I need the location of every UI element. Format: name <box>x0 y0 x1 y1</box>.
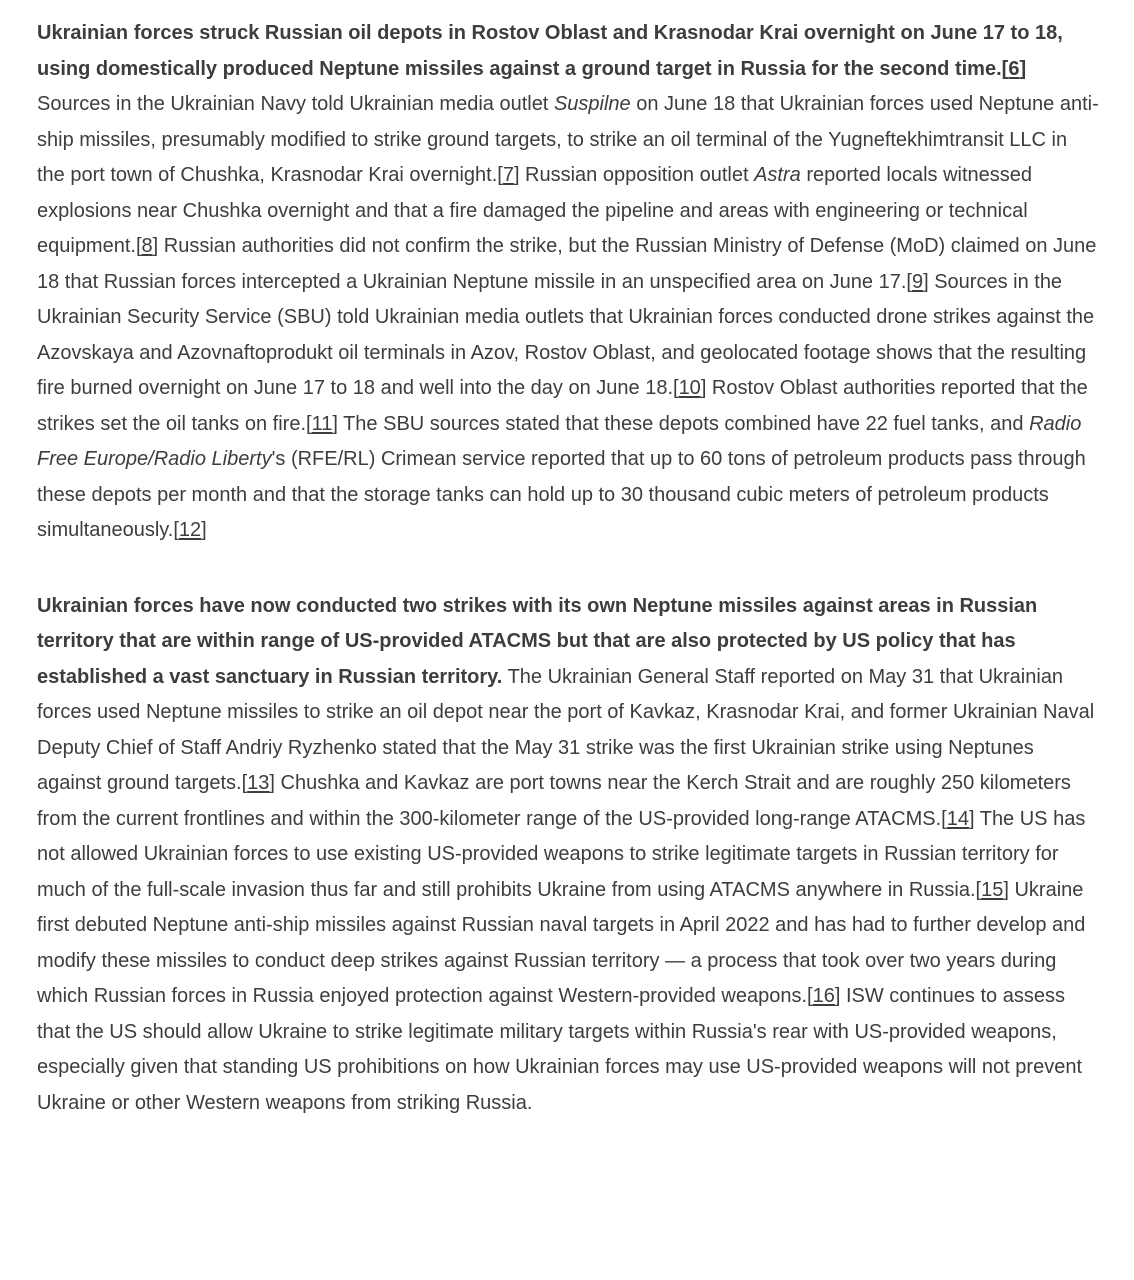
footnote-link[interactable]: 16 <box>812 985 835 1007</box>
footnote-link[interactable]: 14 <box>946 807 969 830</box>
text-run: The Ukrainian General Staff reported on May 31 that Ukrainian forces used Neptune missiles to strike an oil depot near the port of Kavkaz, Krasnodar Krai, and former Ukrainian Naval Deputy Chief of Staff Andriy Ryzhenko stated that the May 31 strike was the first Ukrainian strike using Neptunes against ground targets.[ <box>37 665 1095 794</box>
text-run: Suspilne <box>553 93 631 115</box>
text-run: reported locals witnessed explosions near Chushka overnight and that a fire damaged the pipeline and areas with engineering or technical equipment.[ <box>37 164 1033 257</box>
text-run: ] Chushka and Kavkaz are port towns near the Kerch Strait and are roughly 250 kilometers from the current frontlines and within the 300-kilometer range of the US-provided long-range ATACMS.[ <box>37 772 1071 830</box>
text-run: Radio Free Europe/Radio Liberty <box>37 412 1082 470</box>
text-run: ] ISW continues to assess that the US should allow Ukraine to strike legitimate military targets within Russia's rear with US-provided weapons, especially given that standing US prohibitions on how Ukrainian forces may use US-provided weapons will not prevent Ukraine or other Western weapons from striking Russia. <box>37 985 1082 1114</box>
text-run: Astra <box>754 164 801 186</box>
text-run: 's (RFE/RL) Crimean service reported that up to 60 tons of petroleum products pass through these depots per month and that the storage tanks can hold up to 30 thousand cubic meters of petroleum products simultaneously.[ <box>37 448 1086 541</box>
paragraph <box>37 16 1099 549</box>
text-run: on June 18 that Ukrainian forces used Neptune anti-ship missiles, presumably modified to strike ground targets, to strike an oil terminal of the Yugneftekhimtransit LLC in the port town of Chushka, Krasnodar Krai overnight.[ <box>37 93 1099 186</box>
footnote-link[interactable]: 13 <box>247 772 270 794</box>
text-run: ] Russian authorities did not confirm the strike, but the Russian Ministry of Defense (MoD) claimed on June 18 that Russian forces intercepted a Ukrainian Neptune missile in an unspecified area on June 17.[ <box>37 235 1097 293</box>
footnote-link[interactable]: 7 <box>502 164 514 186</box>
footnote-link[interactable]: 8 <box>141 235 153 257</box>
text-run: ] Ukraine first debuted Neptune anti-ship missiles against Russian naval targets in April 2022 and has had to further develop and modify these missiles to conduct deep strikes against Russian territory — a process that took over two years during which Russian forces in Russia enjoyed protection against Western-provided weapons.[ <box>37 878 1086 1007</box>
footnote-link[interactable]: 10 <box>678 377 701 399</box>
text-run: ] Rostov Oblast authorities reported that the strikes set the oil tanks on fire.[ <box>37 377 1088 435</box>
text-run: Ukrainian forces struck Russian oil depots in Rostov Oblast and Krasnodar Krai overnight on June 17 to 18, using domestically produced Neptune missiles against a ground target in Russia for the second time.[ <box>37 22 1063 80</box>
footnote-link[interactable]: 11 <box>311 412 333 435</box>
footnote-link[interactable]: 9 <box>911 270 924 293</box>
text-run: Sources in the Ukrainian Navy told Ukrainian media outlet <box>37 93 554 115</box>
text-run: ] Russian opposition outlet <box>513 164 755 186</box>
text-run: ] Sources in the Ukrainian Security Service (SBU) told Ukrainian media outlets that Ukrainian forces conducted drone strikes against the Azovskaya and Azovnaftoprodukt oil terminals in Azov, Rostov Oblast, and geolocated footage shows that the resulting fire burned overnight on June 17 to 18 and well into the day on June 18.[ <box>37 270 1095 399</box>
footnote-link[interactable]: 6 <box>1008 57 1020 80</box>
text-run: ] The US has not allowed Ukrainian forces to use existing US-provided weapons to strike legitimate targets in Russian territory for much of the full-scale invasion thus far and still prohibits Ukraine from using ATACMS anywhere in Russia.[ <box>37 807 1086 901</box>
paragraph <box>37 589 1099 1122</box>
text-run: ] <box>201 519 207 541</box>
text-run: Ukrainian forces have now conducted two strikes with its own Neptune missiles against areas in Russian territory that are within range of US-provided ATACMS but that are also protected by US policy that has established a vast sanctuary in Russian territory. <box>37 594 1038 688</box>
footnote-link[interactable]: 15 <box>981 878 1004 901</box>
footnote-link[interactable]: 12 <box>178 519 202 541</box>
text-run: ] The SBU sources stated that these depots combined have 22 fuel tanks, and <box>332 412 1030 435</box>
text-run: ] <box>1019 57 1027 80</box>
